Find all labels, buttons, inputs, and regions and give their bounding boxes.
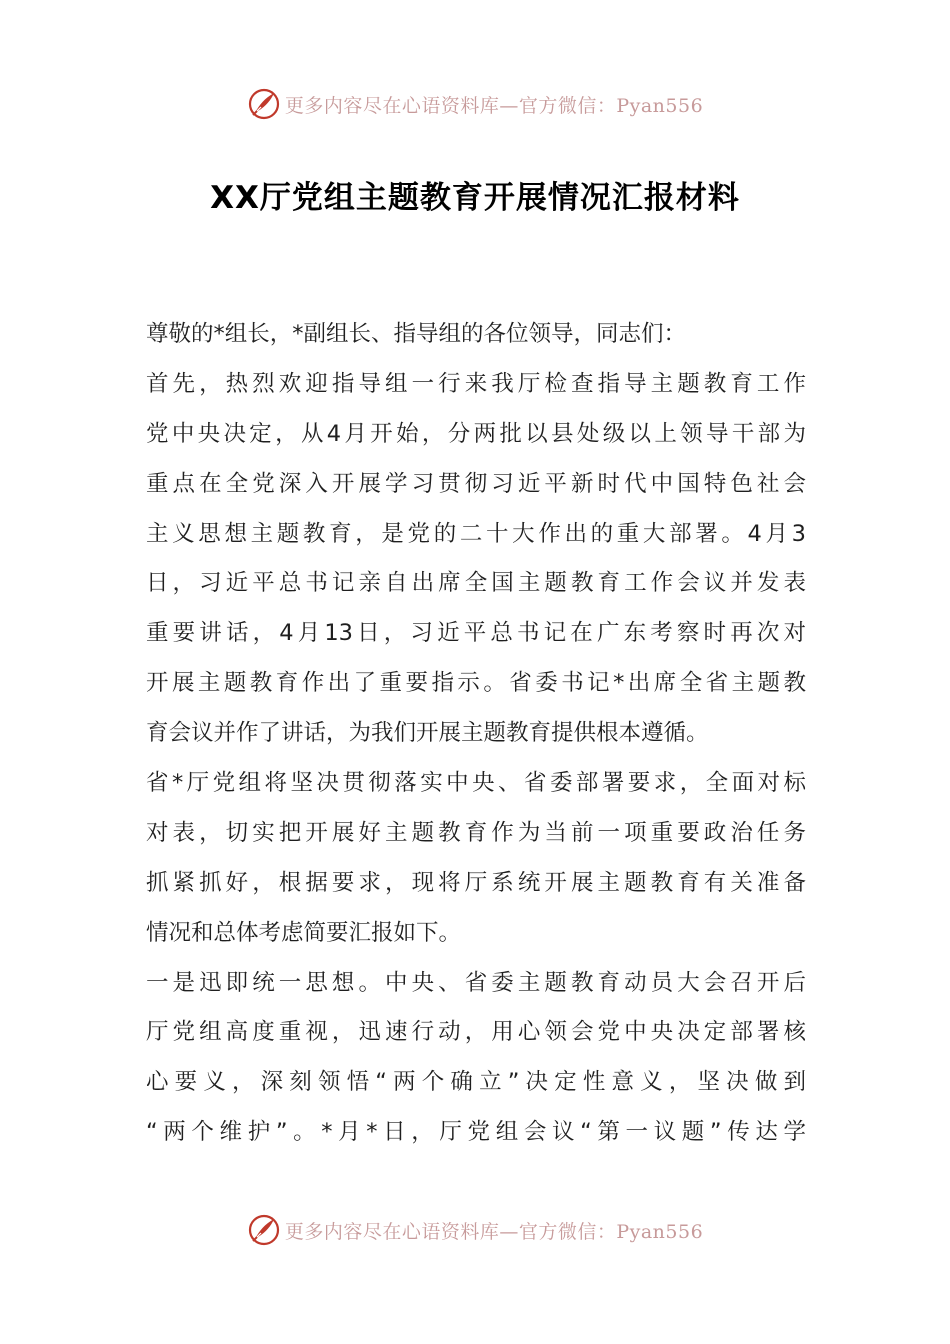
body-line: 重点在全党深入开展学习贯彻习近平新时代中国特色社会 bbox=[146, 470, 806, 497]
body-line: “两个维护”。*月*日，厅党组会议“第一议题”传达学 bbox=[146, 1119, 806, 1146]
body-line: 重要讲话，4月13日，习近平总书记在广东考察时再次对 bbox=[146, 620, 806, 647]
body-line: 首先，热烈欢迎指导组一行来我厅检查指导主题教育工作 bbox=[146, 370, 806, 397]
body-line: 抓紧抓好，根据要求，现将厅系统开展主题教育有关准备 bbox=[146, 869, 806, 896]
body-line: 心要义，深刻领悟“两个确立”决定性意义，坚决做到 bbox=[146, 1069, 806, 1096]
body-line: 一是迅即统一思想。中央、省委主题教育动员大会召开后 bbox=[146, 969, 806, 996]
header-banner-text: 更多内容尽在心语资料库—官方微信：Pyan556 bbox=[284, 94, 704, 117]
body-line: 育会议并作了讲话，为我们开展主题教育提供根本遵循。 bbox=[146, 720, 709, 747]
body-line: 对表，切实把开展好主题教育作为当前一项重要政治任务 bbox=[146, 819, 806, 846]
body-line: 日，习近平总书记亲自出席全国主题教育工作会议并发表 bbox=[146, 570, 806, 597]
body-line: 党中央决定，从4月开始，分两批以县处级以上领导干部为 bbox=[146, 420, 806, 447]
header-banner bbox=[0, 84, 950, 124]
document-body bbox=[146, 310, 806, 1158]
document-title: XX厅党组主题教育开展情况汇报材料 bbox=[210, 180, 740, 216]
footer-banner-content bbox=[247, 1213, 703, 1247]
body-line: 情况和总体考虑简要汇报如下。 bbox=[146, 919, 462, 946]
body-line: 厅党组高度重视，迅速行动，用心领会党中央决定部署核 bbox=[146, 1019, 806, 1046]
body-line: 开展主题教育作出了重要指示。省委书记*出席全省主题教 bbox=[146, 670, 806, 697]
quill-pen-logo-icon bbox=[247, 87, 281, 121]
footer-banner-text: 更多内容尽在心语资料库—官方微信：Pyan556 bbox=[284, 1220, 704, 1243]
quill-pen-logo-icon bbox=[247, 1213, 281, 1247]
salutation-line: 尊敬的*组长，*副组长、指导组的各位领导，同志们： bbox=[146, 321, 687, 347]
body-line: 主义思想主题教育，是党的二十大作出的重大部署。4月3 bbox=[146, 520, 806, 547]
footer-banner bbox=[0, 1210, 950, 1250]
header-banner-content bbox=[247, 87, 703, 121]
body-line: 省*厅党组将坚决贯彻落实中央、省委部署要求，全面对标 bbox=[146, 770, 806, 797]
